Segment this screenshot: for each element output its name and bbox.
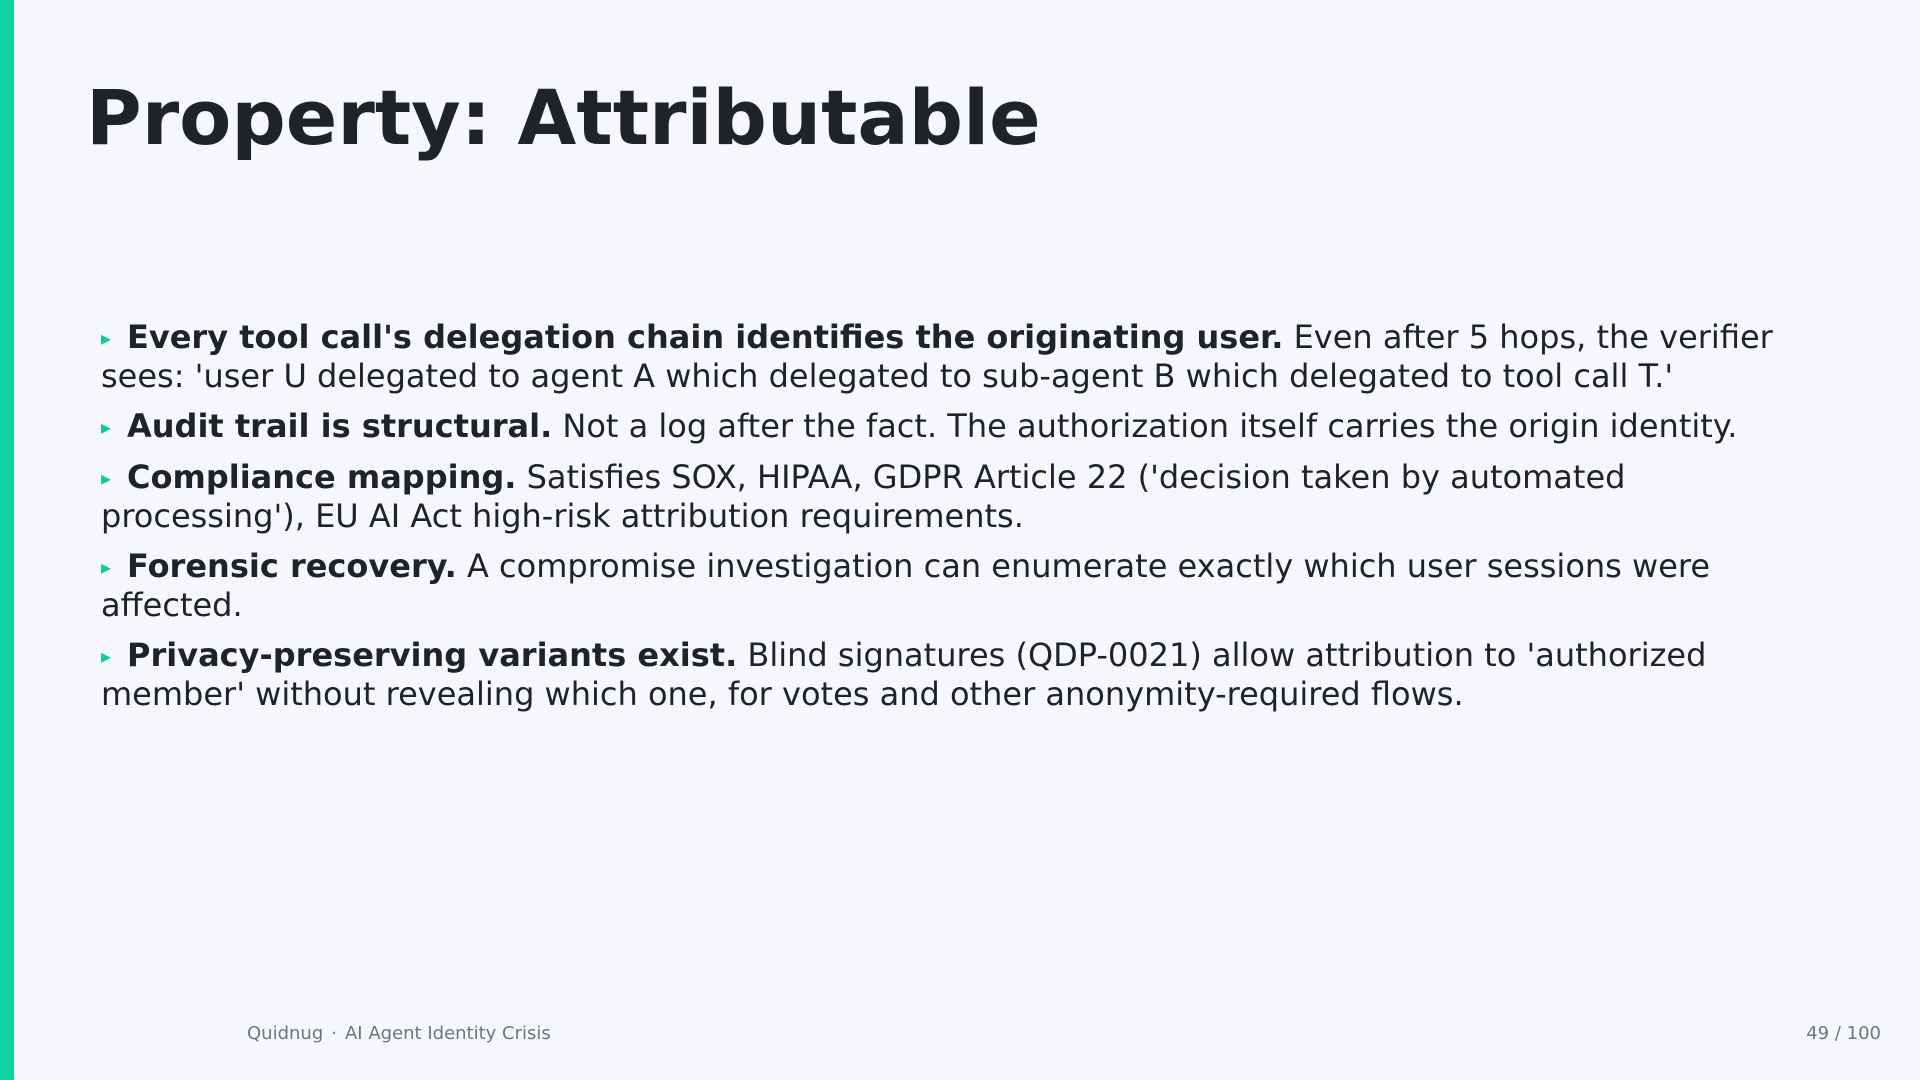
- bullet-arrow-icon: ▸: [101, 326, 112, 350]
- accent-bar: [0, 0, 14, 1080]
- footer-brand: Quidnug: [247, 1023, 324, 1044]
- bullet-arrow-icon: ▸: [101, 415, 112, 439]
- bullet-arrow-icon: ▸: [101, 555, 112, 579]
- page-number: 49 / 100: [1806, 1023, 1881, 1044]
- bullet-item: [101, 458, 1801, 535]
- bullet-lead: Audit trail is structural.: [127, 407, 553, 445]
- bullet-lead: Compliance mapping.: [127, 458, 517, 496]
- bullet-text: Not a log after the fact. The authorization itself carries the origin identity.: [562, 407, 1738, 445]
- bullet-text: Even after 5 hops, the verifier sees: 'user U delegated to agent A which delegated to sub-agent B which delegated to tool call T.': [101, 318, 1773, 395]
- bullet-lead: Every tool call's delegation chain identifies the originating user.: [127, 318, 1284, 356]
- bullet-item: [101, 547, 1801, 624]
- footer-separator: ·: [331, 1023, 337, 1044]
- slide-title: Property: Attributable: [86, 73, 1041, 162]
- bullet-item: [101, 318, 1801, 395]
- bullet-item: [101, 636, 1801, 713]
- bullet-text: Satisfies SOX, HIPAA, GDPR Article 22 ('decision taken by automated processing'), EU AI Act high-risk attribution requirements.: [101, 458, 1626, 535]
- bullet-arrow-icon: ▸: [101, 644, 112, 668]
- footer-deck-info: [247, 1023, 551, 1045]
- bullet-item: [101, 407, 1801, 446]
- bullet-list: [101, 318, 1801, 725]
- bullet-arrow-icon: ▸: [101, 466, 112, 490]
- bullet-text: Blind signatures (QDP-0021) allow attribution to 'authorized member' without revealing which one, for votes and other anonymity-required flows.: [101, 636, 1707, 713]
- bullet-text: A compromise investigation can enumerate exactly which user sessions were affected.: [101, 547, 1711, 624]
- bullet-lead: Privacy-preserving variants exist.: [127, 636, 738, 674]
- bullet-lead: Forensic recovery.: [127, 547, 457, 585]
- footer-deck-title: AI Agent Identity Crisis: [344, 1023, 551, 1044]
